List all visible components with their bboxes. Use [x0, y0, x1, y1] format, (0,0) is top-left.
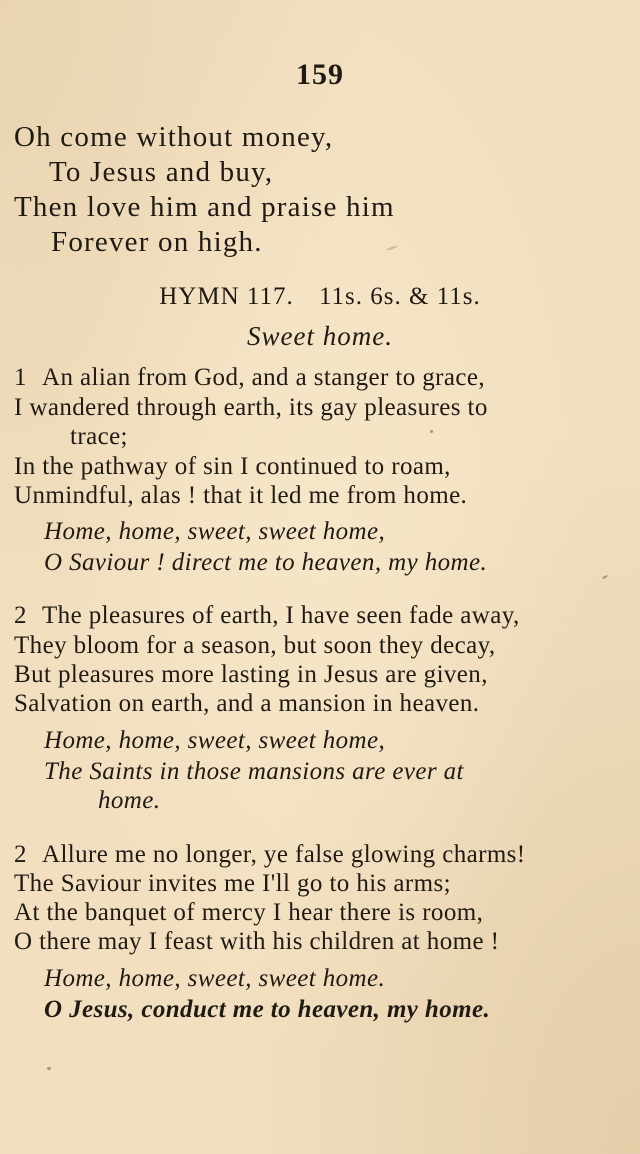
- stanza-1-line-2: I wandered through earth, its gay pleasures to: [14, 394, 488, 421]
- paper-speck: [47, 1067, 51, 1070]
- opening-verse-line-4: Forever on high.: [51, 226, 263, 258]
- stanza-1-number: 1: [14, 364, 27, 391]
- opening-verse-line-2: To Jesus and buy,: [49, 156, 274, 188]
- stanza-3-line-3: At the banquet of mercy I hear there is room,: [14, 899, 484, 926]
- stanza-2-line-4: Salvation on earth, and a mansion in heaven.: [14, 690, 480, 717]
- stanza-1-line-1: An alian from God, and a stanger to grace,: [42, 364, 486, 391]
- stanza-2-line-2: They bloom for a season, but soon they decay,: [14, 632, 496, 659]
- stanza-2-number: 2: [14, 602, 27, 629]
- stanza-1-line-5: Unmindful, alas ! that it led me from home.: [14, 482, 468, 509]
- opening-verse-line-1: Oh come without money,: [14, 121, 334, 153]
- paper-speck: [430, 430, 433, 433]
- stanza-3-refrain-1: Home, home, sweet, sweet home.: [44, 965, 386, 992]
- stanza-1-refrain-1: Home, home, sweet, sweet home,: [44, 518, 386, 545]
- stanza-1-refrain-2: O Saviour ! direct me to heaven, my home.: [44, 549, 488, 576]
- stanza-2-refrain-1: Home, home, sweet, sweet home,: [44, 727, 386, 754]
- page-number: 159: [296, 58, 344, 91]
- stanza-2-refrain-2: The Saints in those mansions are ever at: [44, 758, 464, 785]
- stanza-3-line-4: O there may I feast with his children at home !: [14, 928, 500, 955]
- paper-speck: [386, 245, 398, 251]
- hymn-heading: [0, 283, 640, 311]
- paper-speck: [602, 575, 608, 580]
- stanza-3-line-1: Allure me no longer, ye false glowing charms!: [42, 841, 526, 868]
- stanza-3-line-2: The Saviour invites me I'll go to his arms;: [14, 870, 451, 897]
- hymn-number: HYMN 117.: [159, 283, 294, 310]
- stanza-2-line-3: But pleasures more lasting in Jesus are given,: [14, 661, 488, 688]
- hymn-meter: 11s. 6s. & 11s.: [318, 283, 481, 310]
- stanza-1-line-4: In the pathway of sin I continued to roam,: [14, 453, 451, 480]
- stanza-2-line-1: The pleasures of earth, I have seen fade away,: [42, 602, 520, 629]
- stanza-1-line-3: trace;: [70, 423, 128, 450]
- stanza-3-refrain-2: O Jesus, conduct me to heaven, my home.: [44, 996, 491, 1023]
- opening-verse-line-3: Then love him and praise him: [14, 191, 395, 223]
- stanza-2-refrain-3: home.: [98, 787, 161, 814]
- stanza-3-number: 2: [14, 841, 27, 868]
- hymn-title: Sweet home.: [247, 321, 393, 351]
